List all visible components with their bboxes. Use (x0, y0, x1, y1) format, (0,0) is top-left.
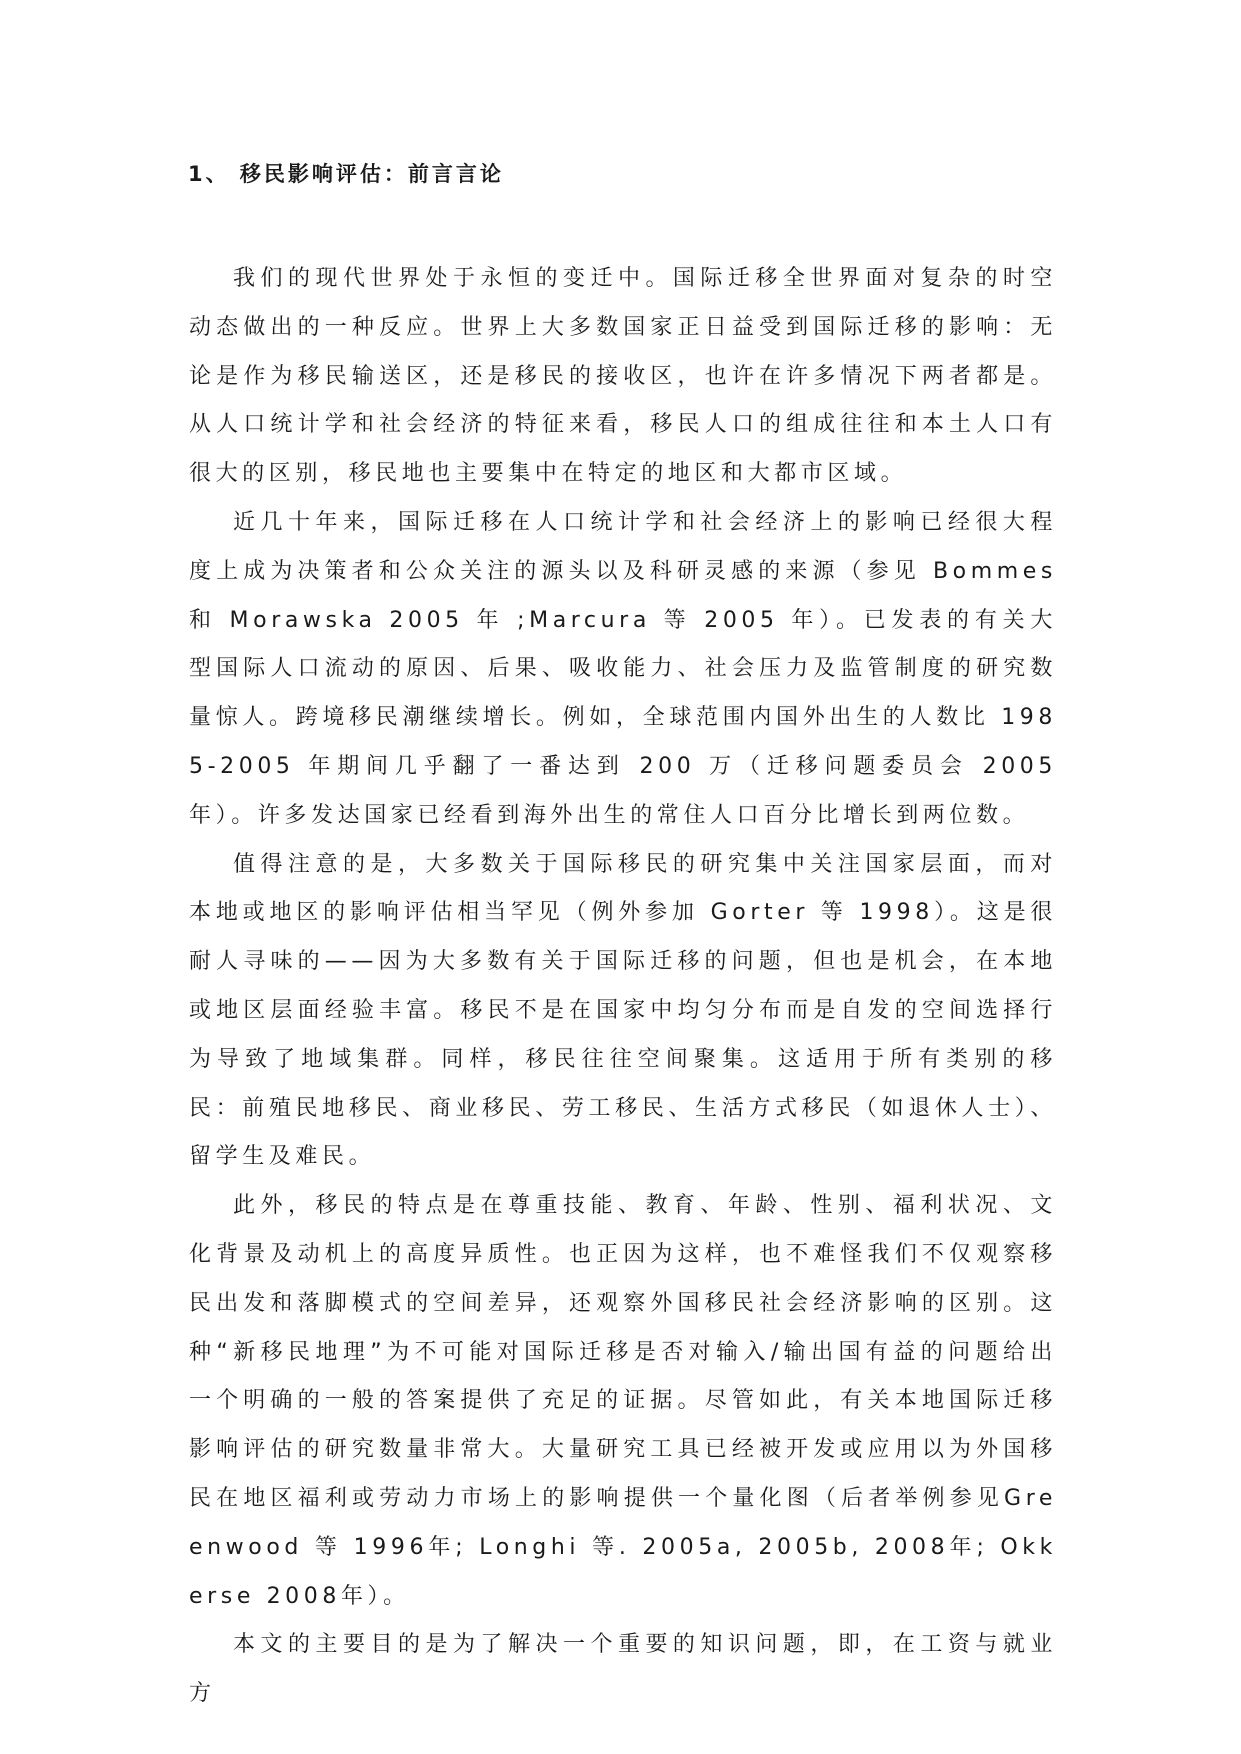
document-body (189, 255, 1057, 1719)
paragraph-2: 近几十年来，国际迁移在人口统计学和社会经济上的影响已经很大程度上成为决策者和公众关注的源头以及科研灵感的来源（参见 Bommes 和 Morawska 2005 年 ;Marcura 等 2005 年）。已发表的有关大型国际人口流动的原因、后果、吸收能力、社会压力及监管制度的研究数量惊人。跨境移民潮继续增长。例如，全球范围内国外出生的人数比 1985-2005 年期间几乎翻了一番达到 200 万（迁移问题委员会 2005 年）。许多发达国家已经看到海外出生的常住人口百分比增长到两位数。 (189, 509, 1057, 828)
paragraph-1: 我们的现代世界处于永恒的变迁中。国际迁移全世界面对复杂的时空动态做出的一种反应。世界上大多数国家正日益受到国际迁移的影响：无论是作为移民输送区，还是移民的接收区，也许在许多情况下两者都是。从人口统计学和社会经济的特征来看，移民人口的组成往往和本土人口有很大的区别，移民地也主要集中在特定的地区和大都市区域。 (189, 266, 1057, 487)
paragraph-5: 本文的主要目的是为了解决一个重要的知识问题，即，在工资与就业方 (189, 1632, 1057, 1707)
paragraph-3: 值得注意的是，大多数关于国际移民的研究集中关注国家层面，而对本地或地区的影响评估相当罕见（例外参加 Gorter 等 1998）。这是很耐人寻味的——因为大多数有关于国际迁移的问题，但也是机会，在本地或地区层面经验丰富。移民不是在国家中均匀分布而是自发的空间选择行为导致了地域集群。同样，移民往往空间聚集。这适用于所有类别的移民：前殖民地移民、商业移民、劳工移民、生活方式移民（如退休人士）、留学生及难民。 (189, 851, 1057, 1170)
section-heading: 1、 移民影响评估：前言言论 (188, 162, 504, 186)
paragraph-4: 此外，移民的特点是在尊重技能、教育、年龄、性别、福利状况、文化背景及动机上的高度异质性。也正因为这样，也不难怪我们不仅观察移民出发和落脚模式的空间差异，还观察外国移民社会经济影响的区别。这种“新移民地理”为不可能对国际迁移是否对输入/输出国有益的问题给出一个明确的一般的答案提供了充足的证据。尽管如此，有关本地国际迁移影响评估的研究数量非常大。大量研究工具已经被开发或应用以为外国移民在地区福利或劳动力市场上的影响提供一个量化图（后者举例参见Greenwood 等 1996年; Longhi 等. 2005a, 2005b, 2008年; Okkerse 2008年）。 (189, 1193, 1057, 1609)
